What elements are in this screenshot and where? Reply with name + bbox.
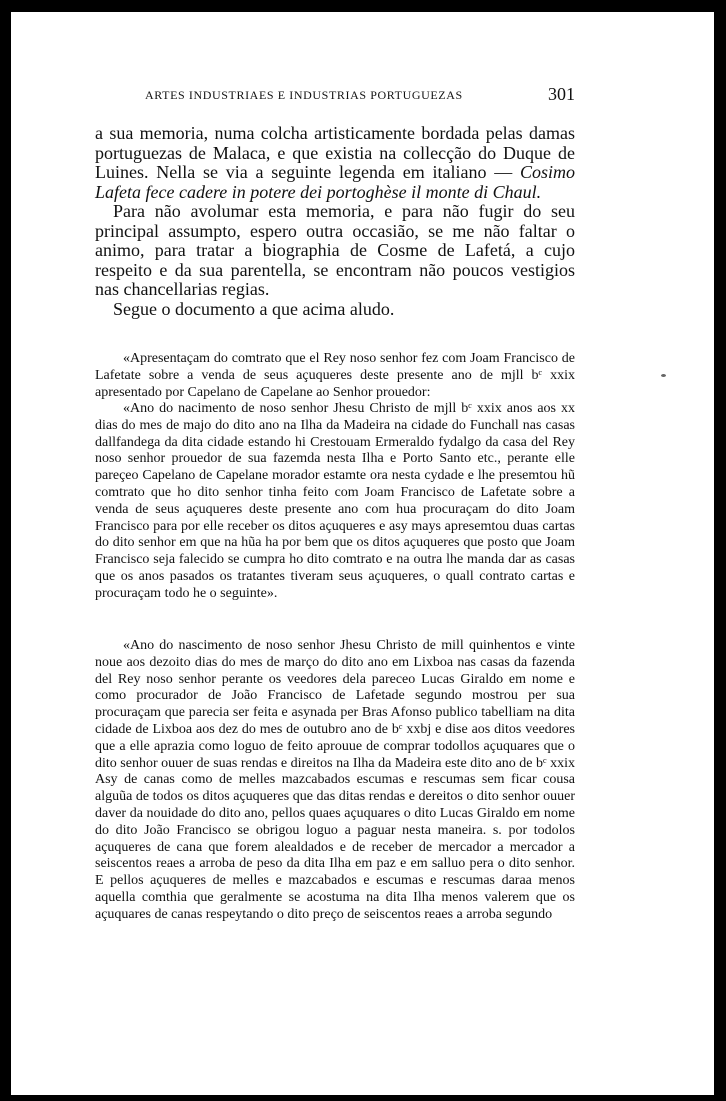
document-paragraph-apresentacam: «Apresentaçam do comtrato que el Rey noso senhor fez com Joam Francisco de Lafetate sobre a venda de seus açuqueres deste presente ano de mjll bᶜ xxix apresentado por Capelano de Capelane ao Senhor prouedor: [95,351,575,400]
scan-border-bottom [0,1095,726,1101]
scan-border-right [714,0,726,1101]
paragraph-segue: Segue o documento a que acima aludo. [113,298,395,319]
italian-legend: Cosimo Lafeta fece cadere in potere dei portoghèse il monte di Chaul. [95,162,575,202]
running-header [95,84,575,108]
scan-border-left [0,0,11,1101]
paragraph-memoria [95,124,575,202]
document-paragraph-funchall: «Ano do nacimento de noso senhor Jhesu Christo de mjll bᶜ xxix anos aos xx dias do mes de majo do dito ano na Ilha da Madeira na cidade do Funchall nas casas dallfandega da dita cidade estando hi Crestouam Ermeraldo fydalgo da casa del Rey noso senhor prouedor de sua fazemda nesta Ilha e Porto Santo etc., perante elle pareçeo Capelano de Capelane morador estamte ora nesta cydade e lhe presemtou hũ comtrato que ho dito senhor tinha feito com Joam Francisco de Lafetate sobre a venda de seus açuqueres deste presente ano com hua procuraçam do dito Joam Francisco para por elle receber os ditos açuqueres e asy mays apresemtou duas cartas do dito senhor em que na hũa ha por bem que os ditos açuqueres que posto que Joam Francisco seja falecido se cumpra ho dito comtrato e na outra lhe manda dar as casas que os anos pasados os tratantes tiveram seus açuqueres, o quall contrato cartas e procuraçam todo he o seguinte». [95,401,575,601]
paragraph-biographia: Para não avolumar esta memoria, e para não fugir do seu principal assumpto, espero outra occasião, se me não faltar o animo, para tratar a biographia de Cosme de Lafetá, a cujo respeito e da sua parentella, se encontram não poucos vestigios nas chancellarias regias. [95,201,575,299]
document-block-2 [95,401,575,603]
document-block-1 [95,351,575,401]
document-block-3 [95,638,575,924]
main-text [95,124,575,319]
running-title: ARTES INDUSTRIAES E INDUSTRIAS PORTUGUEZAS [145,88,463,102]
document-paragraph-lixboa: «Ano do nascimento de noso senhor Jhesu Christo de mill quinhentos e vinte noue aos dezoito dias do mes de março do dito ano em Lixboa nas casas da fazenda del Rey noso senhor perante os veedores dela pareceo Lucas Giraldo em nome e como procurador de João Francisco de Lafetade segundo mostrou per sua procuraçam que parecia ser feita e asynada per Bras Afonso publico tabelliam na dita cidade de Lixboa aos dez do mes de outubro ano de bᶜ xxbj e dise aos ditos veedores que a elle aprazia como loguo de feito aprouue de comprar todollos açuquares que o dito senhor ouuer de suas rendas e direitos na Ilha da Madeira este dito ano de bᶜ xxix Asy de canas como de melles mazcabados escumas e rescumas sem ficar cousa alguũa de todos os ditos açuqueres que das ditas rendas e dereitos o dito senhor ouuer daver da nouidade do dito ano, pellos quaes açuquares o dito Lucas Giraldo em nome do dito João Francisco se obrigou loguo a paguar nesta maneira. s. por todolos açuqueres de cana que forem alealdados e de receber de mercador a mercador a seiscentos reaes a arroba de peso da dita Ilha em paz e em salluo pera o dito senhor. E pellos açuqueres de melles e mazcabados e escumas e rescumas daraa menos aquella comthia que geralmente se acostuma na dita Ilha menos valerem que os açuquares de canas respeytando o dito preço de seiscentos reaes a arroba segundo [95,638,575,922]
paragraph-memoria-text: a sua memoria, numa colcha artisticamente bordada pelas damas portuguezas de Malaca, e que existia na collecção do Duque de Luines. Nella se via a seguinte legenda em italiano — [95,123,575,182]
scan-border-top [0,0,726,12]
page-number: 301 [548,84,575,104]
scan-speck [661,374,666,377]
